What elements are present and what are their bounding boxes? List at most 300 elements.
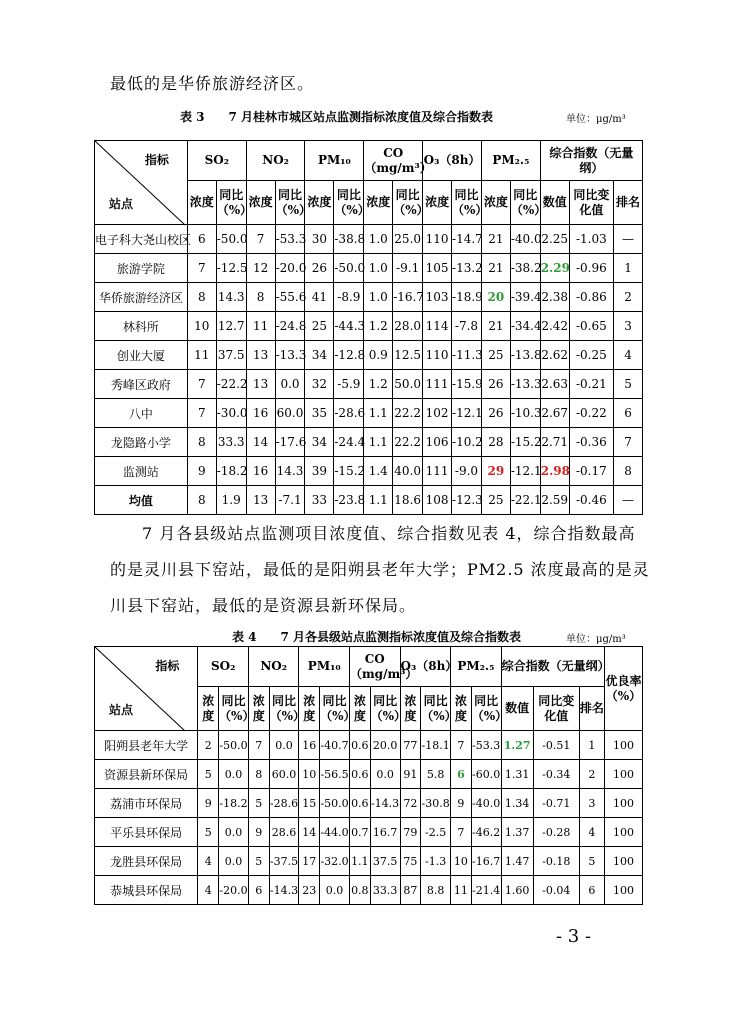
table3-group-co: CO（mg/m³） (364, 141, 423, 181)
body-paragraph: 7 月各县级站点监测项目浓度值、综合指数见表 4，综合指数最高的是灵川县下窑站，最低的是阳朔县老年大学；PM2.5 浓度最高的是灵川县下窑站，最低的是资源县新环保局。 (110, 524, 650, 615)
table4-cell: 0.0 (219, 847, 249, 876)
table3-cell: 34 (305, 428, 334, 457)
table3-cell: 108 (423, 486, 452, 515)
table3-cell: -14.7 (452, 225, 482, 254)
table4-cell: -32.0 (320, 847, 350, 876)
table3-station-name: 均值 (95, 486, 188, 515)
table4-sub-change: 同比变化值 (533, 687, 579, 731)
table3-row (95, 312, 643, 341)
table4-row (95, 760, 643, 789)
table3-cell: -0.17 (569, 457, 613, 486)
table4-cell: 0.8 (349, 876, 370, 905)
table4-cell: 0.0 (370, 760, 400, 789)
table3-cell: -13.2 (452, 254, 482, 283)
table3-cell: 2.25 (540, 225, 569, 254)
table4-cell: -28.6 (269, 789, 299, 818)
table3-station-name: 监测站 (95, 457, 188, 486)
table3-cell: 30 (305, 225, 334, 254)
table4-cell: -40.7 (320, 731, 350, 760)
table4-cell: -44.0 (320, 818, 350, 847)
table3-cell: 1.0 (364, 283, 393, 312)
table4-cell: 0.0 (320, 876, 350, 905)
table3-cell: 26 (481, 370, 510, 399)
table3-cell: 1.1 (364, 486, 393, 515)
table4-station-name: 恭城县环保局 (95, 876, 198, 905)
table3-cell: 102 (423, 399, 452, 428)
table3-cell: 2.42 (540, 312, 569, 341)
table3-station-name: 林科所 (95, 312, 188, 341)
table3-cell: 103 (423, 283, 452, 312)
table4-cell: 0.6 (349, 789, 370, 818)
table3-cell: 41 (305, 283, 334, 312)
table4-cell: 4 (198, 876, 219, 905)
table4-cell: 5 (198, 760, 219, 789)
table4-cell: 100 (604, 818, 642, 847)
table3-sub-yoy: 同比（%） (510, 181, 540, 225)
table3-cell: 7 (187, 399, 216, 428)
table4-cell: -0.28 (533, 818, 579, 847)
table3-cell: -40.0 (510, 225, 540, 254)
table4-cell: 72 (400, 789, 421, 818)
table3-cell: -0.25 (569, 341, 613, 370)
table4-group-pm25: PM₂.₅ (451, 647, 502, 687)
table3-cell: 105 (423, 254, 452, 283)
table4-group-o3: O₃（8h） (400, 647, 451, 687)
table3-cell: -0.86 (569, 283, 613, 312)
table4-cell: 1.27 (501, 731, 533, 760)
table3-caption: 表 3 7 月桂林市城区站点监测指标浓度值及综合指数表 (180, 110, 494, 124)
table3-station-name: 龙隐路小学 (95, 428, 188, 457)
table3-cell: 8 (187, 486, 216, 515)
table4-sub-conc: 浓度 (299, 687, 320, 731)
table3-station-name: 华侨旅游经济区 (95, 283, 188, 312)
table4-cell: -0.71 (533, 789, 579, 818)
table4-cell: -18.2 (219, 789, 249, 818)
table4-group-co: CO（mg/m³） (349, 647, 400, 687)
table4-cell: -0.34 (533, 760, 579, 789)
table3-sub-yoy: 同比（%） (393, 181, 423, 225)
table4-cell: 1.1 (349, 847, 370, 876)
table3-row (95, 486, 643, 515)
table3-group-index: 综合指数（无量纲） (540, 141, 642, 181)
table4-cell: 16 (299, 731, 320, 760)
table3-cell: 2.38 (540, 283, 569, 312)
table3-cell: 2.67 (540, 399, 569, 428)
table3-cell: -20.0 (275, 254, 305, 283)
table3-cell: -12.3 (452, 486, 482, 515)
table3-cell: -15.2 (510, 428, 540, 457)
table4-cell: -16.7 (471, 847, 501, 876)
table3-cell: -5.9 (334, 370, 364, 399)
table3-cell: 11 (187, 341, 216, 370)
table4-cell: 14 (299, 818, 320, 847)
table4-corner (95, 647, 198, 731)
table4-station-name: 阳朔县老年大学 (95, 731, 198, 760)
table3-cell: 39 (305, 457, 334, 486)
table3-station-name: 创业大厦 (95, 341, 188, 370)
table3-cell: 2.59 (540, 486, 569, 515)
table4-cell: 33.3 (370, 876, 400, 905)
table3-cell: -9.1 (393, 254, 423, 283)
table3-cell: 18.6 (393, 486, 423, 515)
table4-row (95, 731, 643, 760)
table3-cell: -12.1 (452, 399, 482, 428)
table3-row (95, 225, 643, 254)
table3-cell: -0.46 (569, 486, 613, 515)
table3-corner (95, 141, 188, 225)
table3-row (95, 254, 643, 283)
table3-sub-value: 数值 (540, 181, 569, 225)
table3-cell: -12.5 (216, 254, 246, 283)
table4-cell: 0.6 (349, 760, 370, 789)
table3-sub-conc: 浓度 (246, 181, 275, 225)
table4-cell: 60.0 (269, 760, 299, 789)
table3-row (95, 283, 643, 312)
table3-cell: 7 (187, 370, 216, 399)
table4-sub-yoy: 同比（%） (421, 687, 451, 731)
table3-cell: 4 (614, 341, 643, 370)
table3-cell: 35 (305, 399, 334, 428)
table3-cell: 12 (246, 254, 275, 283)
table4-sub-yoy: 同比（%） (269, 687, 299, 731)
table3-cell: 114 (423, 312, 452, 341)
table4-cell: 15 (299, 789, 320, 818)
table4-cell: -2.5 (421, 818, 451, 847)
table3-cell: 25 (481, 341, 510, 370)
table3-cell: 8 (614, 457, 643, 486)
table3-cell: 22.2 (393, 399, 423, 428)
table3-unit: 单位：μg/m³ (566, 114, 626, 125)
table3-cell: 1.1 (364, 428, 393, 457)
table3-cell: 16 (246, 457, 275, 486)
table3-cell: 16 (246, 399, 275, 428)
table4-cell: -0.18 (533, 847, 579, 876)
table3-cell: 1.4 (364, 457, 393, 486)
table3-cell: 12.7 (216, 312, 246, 341)
table4-cell: 20.0 (370, 731, 400, 760)
table3-cell: -38.8 (334, 225, 364, 254)
table4-sub-conc: 浓度 (248, 687, 269, 731)
table4-cell: 4 (579, 818, 604, 847)
table4-cell: 9 (451, 789, 472, 818)
table4-cell: -21.4 (471, 876, 501, 905)
table4-row (95, 847, 643, 876)
table3-cell: -0.96 (569, 254, 613, 283)
table4-cell: -0.51 (533, 731, 579, 760)
table3-cell: -13.3 (275, 341, 305, 370)
table4-cell: 1.47 (501, 847, 533, 876)
table4-cell: 0.6 (349, 731, 370, 760)
table4-cell: 100 (604, 876, 642, 905)
table4-cell: 6 (579, 876, 604, 905)
table4-cell: -56.5 (320, 760, 350, 789)
table4-sub-yoy: 同比（%） (471, 687, 501, 731)
table3-cell: 34 (305, 341, 334, 370)
table3-row (95, 341, 643, 370)
table4-cell: 6 (248, 876, 269, 905)
table4-cell: -37.5 (269, 847, 299, 876)
table3-station-name: 秀峰区政府 (95, 370, 188, 399)
table3-cell: -22.1 (510, 486, 540, 515)
table3-cell: -34.4 (510, 312, 540, 341)
table3-corner-station: 站点 (109, 197, 134, 211)
table3-cell: -16.7 (393, 283, 423, 312)
table3-cell: 1.1 (364, 399, 393, 428)
table4-cell: 1.37 (501, 818, 533, 847)
table3-cell: — (614, 225, 643, 254)
table4-cell: -0.04 (533, 876, 579, 905)
table4-group-excellent-rate: 优良率（%） (604, 647, 642, 731)
table3-cell: -9.0 (452, 457, 482, 486)
table4-cell: -1.3 (421, 847, 451, 876)
table4-cell: 6 (451, 760, 472, 789)
table3-cell: 2.98 (540, 457, 569, 486)
table3-cell: 8 (246, 283, 275, 312)
table3-row (95, 428, 643, 457)
table3-cell: 40.0 (393, 457, 423, 486)
table3-cell: -0.22 (569, 399, 613, 428)
table4-cell: -46.2 (471, 818, 501, 847)
table3-cell: 8 (187, 283, 216, 312)
table4-cell: 79 (400, 818, 421, 847)
table4-cell: 28.6 (269, 818, 299, 847)
table4-sub-conc: 浓度 (451, 687, 472, 731)
table3-cell: -22.2 (216, 370, 246, 399)
table3-cell: -18.2 (216, 457, 246, 486)
table4-cell: 0.7 (349, 818, 370, 847)
table3-sub-conc: 浓度 (481, 181, 510, 225)
table4-cell: 7 (451, 818, 472, 847)
table3-cell: 1.2 (364, 312, 393, 341)
table4-sub-conc: 浓度 (349, 687, 370, 731)
table3-cell: 6 (614, 399, 643, 428)
table4-cell: 11 (451, 876, 472, 905)
table3-cell: 25.0 (393, 225, 423, 254)
table4-group-index: 综合指数（无量纲） (501, 647, 604, 687)
table4-cell: -14.3 (370, 789, 400, 818)
table3-cell: 106 (423, 428, 452, 457)
table4-group-no2: NO₂ (248, 647, 299, 687)
table4-cell: -18.1 (421, 731, 451, 760)
table4-cell: 2 (198, 731, 219, 760)
table3-cell: 1.9 (216, 486, 246, 515)
table3-cell: -0.65 (569, 312, 613, 341)
table4-cell: 10 (299, 760, 320, 789)
table4-sub-conc: 浓度 (198, 687, 219, 731)
table3-sub-yoy: 同比（%） (334, 181, 364, 225)
table3-cell: 110 (423, 341, 452, 370)
table3-sub-conc: 浓度 (423, 181, 452, 225)
table4-cell: 0.0 (269, 731, 299, 760)
table4-cell: 0.0 (219, 760, 249, 789)
table4-cell: 1 (579, 731, 604, 760)
table4-cell: 10 (451, 847, 472, 876)
table3-cell: -12.1 (510, 457, 540, 486)
table4-sub-conc: 浓度 (400, 687, 421, 731)
table3-cell: 22.2 (393, 428, 423, 457)
table4-cell: 9 (198, 789, 219, 818)
table3-sub-conc: 浓度 (364, 181, 393, 225)
table4-sub-value: 数值 (501, 687, 533, 731)
table4-cell: 5 (579, 847, 604, 876)
table4-cell: 37.5 (370, 847, 400, 876)
table4-cell: -60.0 (471, 760, 501, 789)
table4-cell: 100 (604, 760, 642, 789)
table3-cell: -15.2 (334, 457, 364, 486)
table4-cell: 16.7 (370, 818, 400, 847)
table3-cell: 26 (305, 254, 334, 283)
table3-cell: 28.0 (393, 312, 423, 341)
table3-cell: 32 (305, 370, 334, 399)
table3-cell: 26 (481, 399, 510, 428)
table3-cell: 2.71 (540, 428, 569, 457)
table3-sub-yoy: 同比（%） (216, 181, 246, 225)
table4-cell: 1.60 (501, 876, 533, 905)
table3-cell: 60.0 (275, 399, 305, 428)
table4-cell: 4 (198, 847, 219, 876)
table3-cell: 7 (614, 428, 643, 457)
table3-cell: -13.8 (510, 341, 540, 370)
intro-line: 最低的是华侨旅游经济区。 (110, 74, 315, 93)
table3-sub-yoy: 同比（%） (452, 181, 482, 225)
table3-cell: 12.5 (393, 341, 423, 370)
table4-cell: 8 (248, 760, 269, 789)
table4-row (95, 789, 643, 818)
table3-corner-indicator: 指标 (144, 153, 169, 167)
table4-cell: 91 (400, 760, 421, 789)
table4-station-name: 资源县新环保局 (95, 760, 198, 789)
table3-cell: -39.4 (510, 283, 540, 312)
table4-cell: 100 (604, 731, 642, 760)
table4-cell: 3 (579, 789, 604, 818)
table3-cell: 9 (187, 457, 216, 486)
table3-cell: -24.8 (275, 312, 305, 341)
table3-cell: 11 (246, 312, 275, 341)
page-number: - 3 - (556, 926, 592, 947)
table4-corner-indicator: 指标 (155, 659, 180, 673)
table3-cell: 7 (187, 254, 216, 283)
table4-cell: -50.0 (219, 731, 249, 760)
table4-group-pm10: PM₁₀ (299, 647, 350, 687)
table3-cell: -12.8 (334, 341, 364, 370)
table3-cell: -44.3 (334, 312, 364, 341)
table3-cell: -23.8 (334, 486, 364, 515)
table3-cell: 1.0 (364, 225, 393, 254)
table3-cell: -28.6 (334, 399, 364, 428)
table3-cell: -18.9 (452, 283, 482, 312)
table4-row (95, 876, 643, 905)
table4-sub-yoy: 同比（%） (219, 687, 249, 731)
table3-cell: -17.6 (275, 428, 305, 457)
table4-cell: 7 (248, 731, 269, 760)
table3-cell: 111 (423, 370, 452, 399)
table3-cell: -30.0 (216, 399, 246, 428)
table3-cell: 2.62 (540, 341, 569, 370)
table4-station-name: 平乐县环保局 (95, 818, 198, 847)
table4-group-so2: SO₂ (198, 647, 249, 687)
table3 (94, 140, 643, 515)
table3-cell: — (614, 486, 643, 515)
table3-cell: -7.1 (275, 486, 305, 515)
table3-sub-rank: 排名 (614, 181, 643, 225)
table3-cell: 21 (481, 254, 510, 283)
table3-cell: 21 (481, 312, 510, 341)
table3-sub-conc: 浓度 (187, 181, 216, 225)
table3-cell: 28 (481, 428, 510, 457)
table3-cell: 29 (481, 457, 510, 486)
table3-cell: -15.9 (452, 370, 482, 399)
table4-cell: 1.34 (501, 789, 533, 818)
table4-cell: 7 (451, 731, 472, 760)
table4-cell: 5 (248, 847, 269, 876)
table3-cell: -0.21 (569, 370, 613, 399)
table3-cell: 1.2 (364, 370, 393, 399)
table4-cell: 5.8 (421, 760, 451, 789)
table3-cell: 0.0 (275, 370, 305, 399)
table4 (94, 646, 643, 905)
table4-sub-rank: 排名 (579, 687, 604, 731)
table3-row (95, 370, 643, 399)
table3-cell: 111 (423, 457, 452, 486)
table4-sub-yoy: 同比（%） (320, 687, 350, 731)
table3-cell: 33.3 (216, 428, 246, 457)
table3-cell: 8 (187, 428, 216, 457)
table3-sub-conc: 浓度 (305, 181, 334, 225)
table3-cell: 2 (614, 283, 643, 312)
table3-cell: -38.2 (510, 254, 540, 283)
table4-cell: -14.3 (269, 876, 299, 905)
table4-caption: 表 4 7 月各县级站点监测指标浓度值及综合指数表 (232, 630, 522, 644)
table3-cell: 1.0 (364, 254, 393, 283)
table4-cell: 2 (579, 760, 604, 789)
table4-cell: -50.0 (320, 789, 350, 818)
table4-cell: 87 (400, 876, 421, 905)
table3-cell: 21 (481, 225, 510, 254)
table4-cell: 8.8 (421, 876, 451, 905)
table3-cell: 25 (305, 312, 334, 341)
table3-cell: -53.3 (275, 225, 305, 254)
table3-cell: -50.0 (216, 225, 246, 254)
table4-cell: 77 (400, 731, 421, 760)
table4-cell: -53.3 (471, 731, 501, 760)
table3-cell: 14.3 (275, 457, 305, 486)
table4-unit: 单位：μg/m³ (566, 634, 626, 645)
table3-cell: 10 (187, 312, 216, 341)
table3-cell: 20 (481, 283, 510, 312)
table3-cell: 1 (614, 254, 643, 283)
table3-group-so2: SO₂ (187, 141, 246, 181)
table4-cell: 0.0 (219, 818, 249, 847)
table4-cell: 1.31 (501, 760, 533, 789)
table4-cell: 23 (299, 876, 320, 905)
table4-cell: -30.8 (421, 789, 451, 818)
table3-group-o3: O₃（8h） (423, 141, 482, 181)
table3-station-name: 旅游学院 (95, 254, 188, 283)
table4-cell: -20.0 (219, 876, 249, 905)
table3-cell: -24.4 (334, 428, 364, 457)
table3-cell: -10.2 (452, 428, 482, 457)
table4-cell: 100 (604, 847, 642, 876)
table3-cell: -11.3 (452, 341, 482, 370)
table4-cell: 5 (198, 818, 219, 847)
table3-cell: 25 (481, 486, 510, 515)
table4-cell: 75 (400, 847, 421, 876)
table3-cell: 37.5 (216, 341, 246, 370)
table3-cell: -10.3 (510, 399, 540, 428)
table4-station-name: 龙胜县环保局 (95, 847, 198, 876)
table3-cell: 5 (614, 370, 643, 399)
table3-station-name: 电子科大尧山校区 (95, 225, 188, 254)
